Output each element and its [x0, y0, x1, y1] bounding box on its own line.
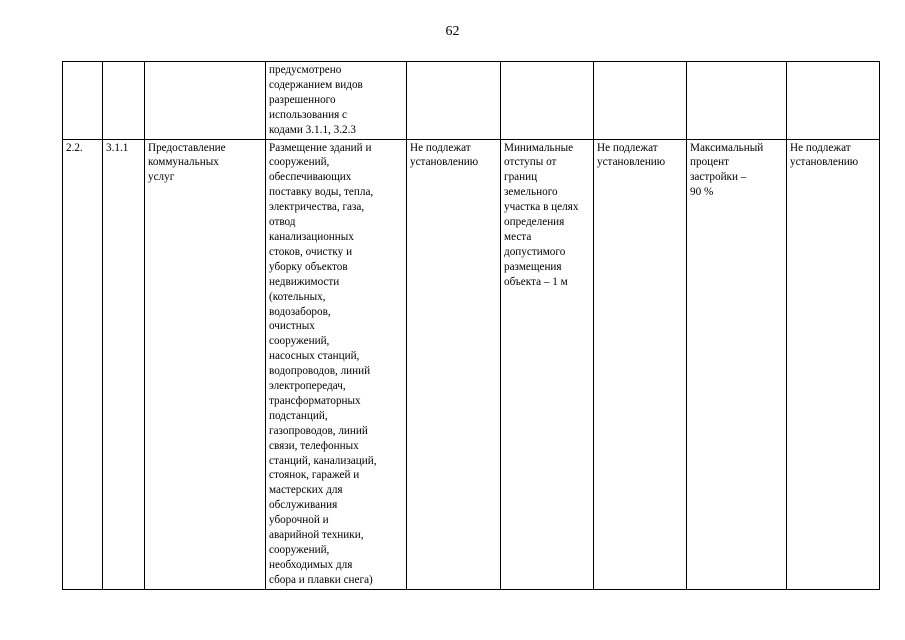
plot-size-cell	[407, 62, 501, 140]
setbacks-cell: Минимальные отступы от границ земельного участка в целях определения места допустимого размещения объекта – 1 м	[501, 139, 594, 589]
use-name-cell: Предоставление коммунальных услуг	[145, 139, 266, 589]
other-params-cell: Не подлежат установлению	[787, 139, 880, 589]
build-coverage-cell: Максимальный процент застройки – 90 %	[687, 139, 787, 589]
row-number-cell	[63, 62, 103, 140]
plot-size-cell: Не подлежат установлению	[407, 139, 501, 589]
max-floors-cell: Не подлежат установлению	[594, 139, 687, 589]
table-row	[63, 139, 880, 589]
table-row	[63, 62, 880, 140]
use-code-cell: 3.1.1	[103, 139, 145, 589]
use-code-cell	[103, 62, 145, 140]
setbacks-cell	[501, 62, 594, 140]
use-name-cell	[145, 62, 266, 140]
use-description-cell: Размещение зданий и сооружений, обеспечивающих поставку воды, тепла, электричества, газа, отвод канализационных стоков, очистку и уборку объектов недвижимости (котельных, водозаборов, очистных сооружений, насосных станций, водопроводов, линий электропередач, трансформаторных подстанций, газопроводов, линий связи, телефонных станций, канализаций, стоянок, гаражей и мастерских для обслуживания уборочной и аварийной техники, сооружений, необходимых для сбора и плавки снега)	[266, 139, 407, 589]
row-number-cell: 2.2.	[63, 139, 103, 589]
zoning-regulations-table	[62, 61, 880, 590]
other-params-cell	[787, 62, 880, 140]
page-number: 62	[445, 24, 460, 39]
build-coverage-cell	[687, 62, 787, 140]
max-floors-cell	[594, 62, 687, 140]
use-description-cell: предусмотрено содержанием видов разрешенного использования с кодами 3.1.1, 3.2.3	[266, 62, 407, 140]
